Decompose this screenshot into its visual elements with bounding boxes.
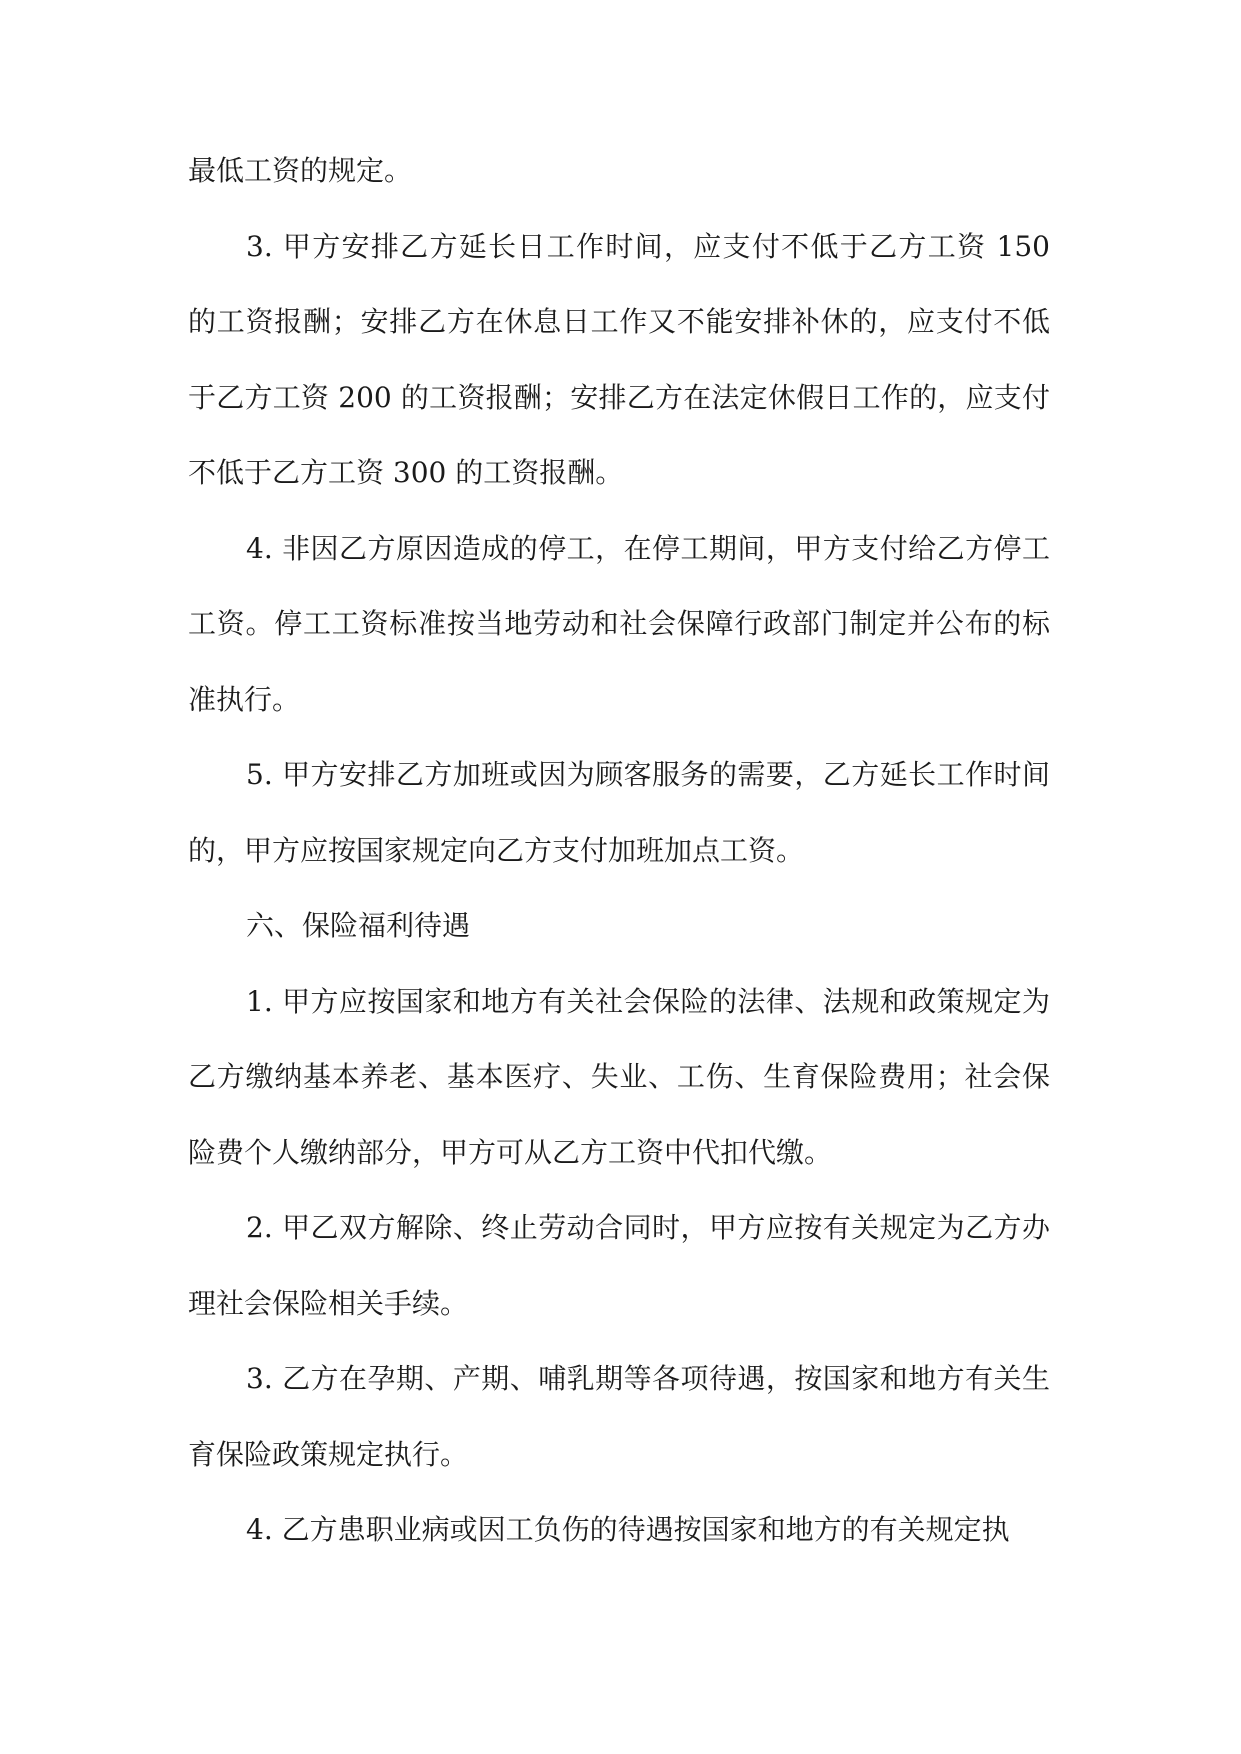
paragraph-clause-4-work-stoppage: 4. 非因乙方原因造成的停工，在停工期间，甲方支付给乙方停工工资。停工工资标准按当地劳动和社会保障行政部门制定并公布的标准执行。 <box>188 531 1050 716</box>
paragraph-insurance-clause-1: 1. 甲方应按国家和地方有关社会保险的法律、法规和政策规定为乙方缴纳基本养老、基本医疗、失业、工伤、生育保险费用；社会保险费个人缴纳部分，甲方可从乙方工资中代扣代缴。 <box>188 984 1050 1169</box>
paragraph-insurance-clause-4: 4. 乙方患职业病或因工负伤的待遇按国家和地方的有关规定执 <box>246 1513 1010 1546</box>
document-body <box>188 133 1050 1568</box>
paragraph-min-wage-end: 最低工资的规定。 <box>188 154 413 187</box>
paragraph-clause-5-overtime: 5. 甲方安排乙方加班或因为顾客服务的需要，乙方延长工作时间的，甲方应按国家规定向乙方支付加班加点工资。 <box>188 758 1050 867</box>
paragraph-insurance-clause-3: 3. 乙方在孕期、产期、哺乳期等各项待遇，按国家和地方有关生育保险政策规定执行。 <box>188 1362 1050 1471</box>
paragraph-clause-3-overtime-pay: 3. 甲方安排乙方延长日工作时间，应支付不低于乙方工资 150 的工资报酬；安排乙方在休息日工作又不能安排补休的，应支付不低于乙方工资 200 的工资报酬；安排乙方在法定休假日工作的，应支付不低于乙方工资 300 的工资报酬。 <box>188 229 1050 489</box>
paragraph-insurance-clause-2: 2. 甲乙双方解除、终止劳动合同时，甲方应按有关规定为乙方办理社会保险相关手续。 <box>188 1211 1050 1320</box>
section-heading-insurance-benefits: 六、保险福利待遇 <box>246 909 471 942</box>
